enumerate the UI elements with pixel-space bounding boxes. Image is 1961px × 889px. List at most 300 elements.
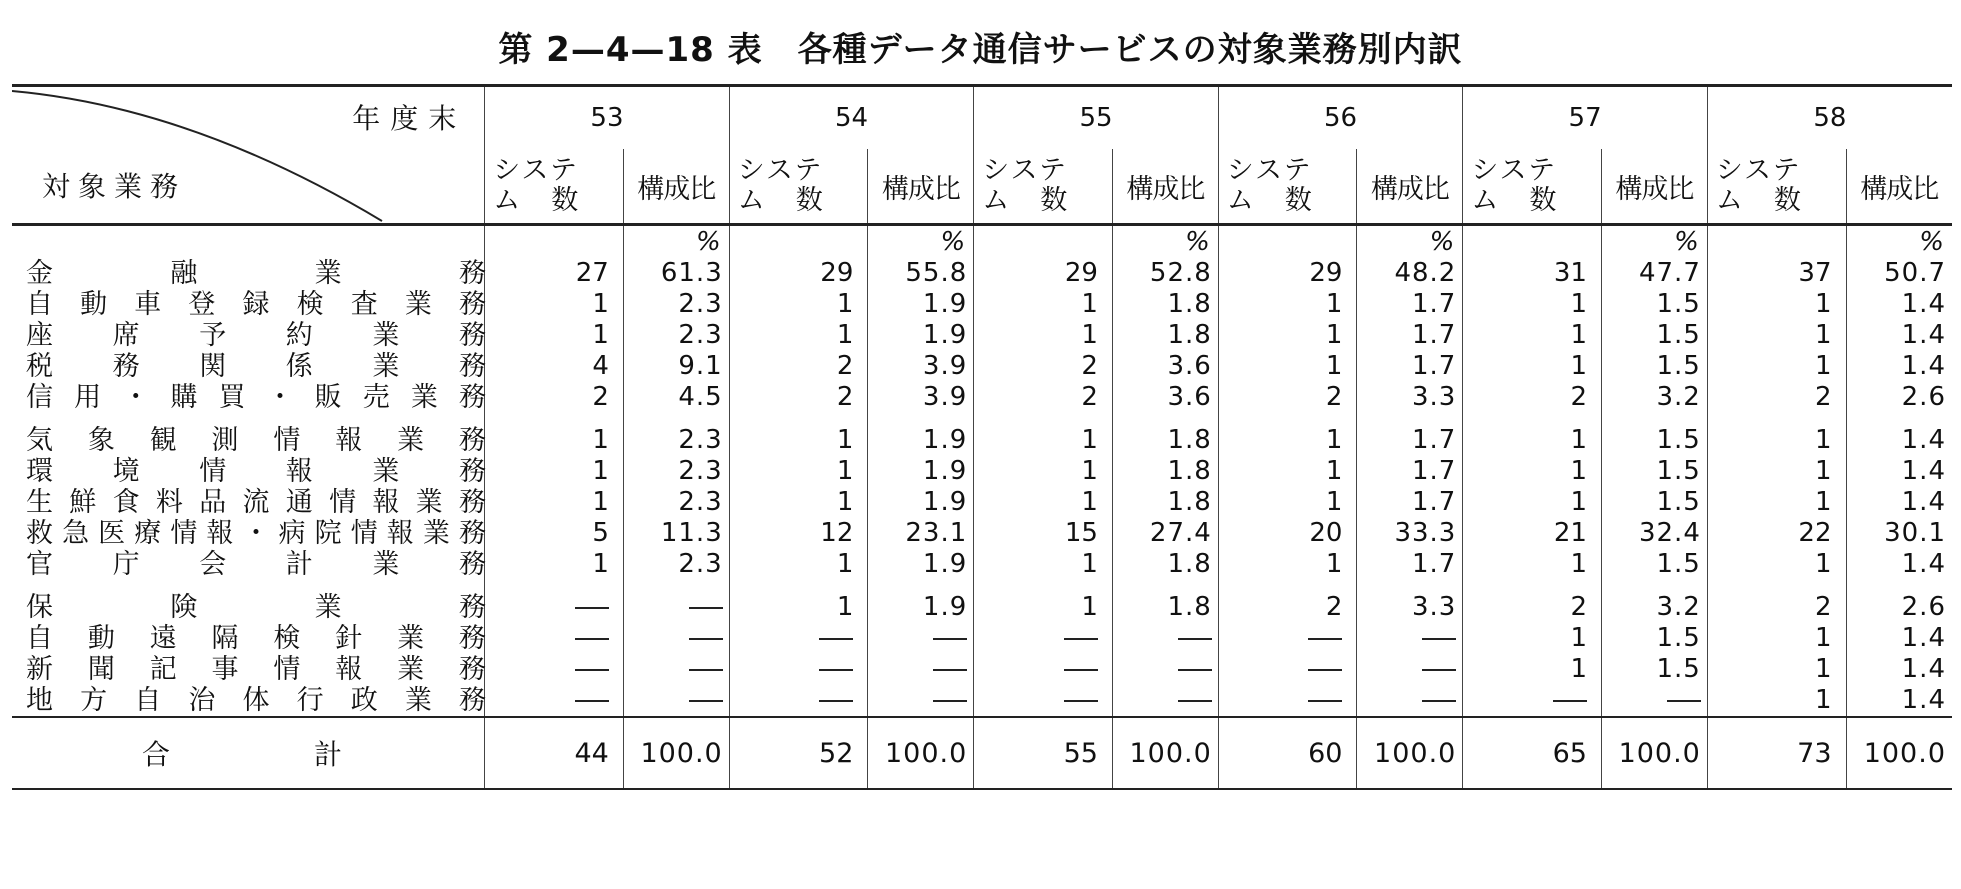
label-char: 通 [285,487,313,518]
system-count-cell: 29 [729,258,868,289]
total-row [12,717,1952,789]
system-count-cell: 1 [1707,289,1846,320]
total-ratio: 100.0 [1357,717,1463,789]
system-count-cell: 1 [1463,549,1602,580]
ratio-cell: 9.1 [623,351,729,382]
ratio-cell: 4.5 [623,382,729,413]
system-count-cell: 1 [1463,456,1602,487]
system-count-cell [974,654,1113,685]
label-char: 業 [404,289,432,320]
label-char: 業 [397,654,425,685]
ratio-cell: 1.5 [1601,289,1707,320]
ratio-cell: 23.1 [868,518,974,549]
system-count-cell: 29 [974,258,1113,289]
label-char: 業 [314,258,342,289]
ratio-cell: 2.6 [1846,382,1952,413]
row-label [26,425,486,456]
row-label [26,320,486,351]
ratio-cell: 1.7 [1357,549,1463,580]
row-label [26,456,486,487]
table-row [12,456,1952,487]
label-char: 針 [335,623,363,654]
label-char: 隔 [211,623,239,654]
label-char: 情 [199,456,227,487]
label-char: 聞 [87,654,115,685]
percent-unit: % [1601,225,1707,259]
row-label-cell [12,549,485,580]
system-count-cell: 2 [729,351,868,382]
ratio-cell: 48.2 [1357,258,1463,289]
table-row [12,258,1952,289]
year-end-label: 年度末 [352,102,467,135]
ratio-cell: 1.9 [868,487,974,518]
label-char: 業 [372,549,400,580]
ratio-cell: 33.3 [1357,518,1463,549]
ratio-cell: 47.7 [1601,258,1707,289]
no-data-dash [1422,700,1456,702]
system-count-header: システ ム 数 [974,149,1113,225]
ratio-cell: 1.7 [1357,425,1463,456]
label-char: 料 [155,487,183,518]
system-count-cell: 1 [1707,654,1846,685]
ratio-cell: 2.3 [623,487,729,518]
table-body [12,225,1952,718]
system-count-cell: 1 [485,289,624,320]
system-count-cell: 21 [1463,518,1602,549]
ratio-cell: 1.4 [1846,351,1952,382]
total-ratio: 100.0 [1601,717,1707,789]
item-label: 対象業務 [42,170,187,203]
label-char: ・ [122,382,150,413]
system-count-cell: 1 [1707,487,1846,518]
label-char: 務 [458,456,486,487]
system-count-cell: 1 [485,549,624,580]
label-char: 車 [134,289,162,320]
percent-unit: % [1357,225,1463,259]
ratio-cell [623,685,729,717]
label-char: 業 [372,320,400,351]
label-char: 検 [296,289,324,320]
label-char: 情 [273,425,301,456]
label-char: 保 [26,592,53,623]
label-char: 計 [285,549,313,580]
label-char: 務 [458,425,486,456]
system-count-cell: 1 [729,425,868,456]
ratio-cell: 1.9 [868,549,974,580]
label-char: 業 [404,685,432,716]
ratio-cell [1357,623,1463,654]
system-count-cell: 1 [729,456,868,487]
system-count-header: システ ム 数 [1218,149,1357,225]
label-char: 行 [296,685,324,716]
label-char: 買 [218,382,246,413]
no-data-dash [1064,669,1098,671]
label-char: 業 [397,425,425,456]
ratio-cell: 3.2 [1601,592,1707,623]
label-char: 業 [314,592,342,623]
row-label [26,654,486,685]
system-count-cell: 2 [1218,382,1357,413]
table-row [12,518,1952,549]
label-char: 自 [26,623,53,654]
no-data-dash [819,669,853,671]
label-char: 録 [242,289,270,320]
label-char: 販 [314,382,342,413]
system-count-cell [485,592,624,623]
no-data-dash [689,700,723,702]
ratio-cell: 1.8 [1112,549,1218,580]
ratio-cell: 1.4 [1846,425,1952,456]
system-count-cell: 2 [1707,592,1846,623]
system-count-cell: 1 [1463,289,1602,320]
system-count-cell: 37 [1707,258,1846,289]
label-char: 治 [188,685,216,716]
ratio-cell: 2.3 [623,425,729,456]
ratio-cell: 1.9 [868,320,974,351]
ratio-cell [1601,685,1707,717]
label-char: 金 [26,258,53,289]
system-count-cell: 1 [1463,425,1602,456]
total-system-count: 44 [485,717,624,789]
label-char: 救 [26,518,53,549]
year-header-row [12,87,1952,149]
label-char: 会 [199,549,227,580]
ratio-cell: 1.5 [1601,487,1707,518]
no-data-dash [933,669,967,671]
system-count-cell: 2 [1218,592,1357,623]
total-label-cell [12,717,485,789]
system-count-cell [1218,654,1357,685]
system-count-cell: 1 [974,320,1113,351]
system-count-cell: 20 [1218,518,1357,549]
no-data-dash [1308,669,1342,671]
system-count-cell [485,623,624,654]
row-label-cell [12,456,485,487]
no-data-dash [819,638,853,640]
label-char: 庁 [112,549,140,580]
no-data-dash [1178,669,1212,671]
row-label [26,623,486,654]
percent-unit: % [868,225,974,259]
label-char: 登 [188,289,216,320]
system-count-cell: 1 [1218,289,1357,320]
row-label [26,518,486,549]
system-count-cell [1218,685,1357,717]
ratio-cell: 1.8 [1112,320,1218,351]
label-char: 象 [87,425,115,456]
ratio-cell: 2.3 [623,320,729,351]
no-data-dash [575,607,609,609]
system-count-header: システ ム 数 [1463,149,1602,225]
no-data-dash [1308,638,1342,640]
ratio-cell [1112,623,1218,654]
system-count-cell: 1 [974,289,1113,320]
system-count-cell [729,685,868,717]
label-char: 院 [314,518,342,549]
system-count-header: システ ム 数 [729,149,868,225]
system-count-cell: 1 [729,487,868,518]
percent-unit-row [12,225,1952,259]
ratio-cell [868,623,974,654]
system-count-cell: 1 [1218,487,1357,518]
row-label-cell [12,487,485,518]
ratio-cell: 1.5 [1601,425,1707,456]
label-char: 務 [458,382,486,413]
system-count-cell [729,623,868,654]
ratio-cell: 1.7 [1357,320,1463,351]
total-label [142,733,342,773]
ratio-cell: 1.4 [1846,654,1952,685]
ratio-cell: 50.7 [1846,258,1952,289]
label-char: 務 [459,289,486,320]
row-label-cell [12,623,485,654]
system-count-cell: 1 [1218,549,1357,580]
ratio-cell: 1.7 [1357,351,1463,382]
row-label-cell [12,351,485,382]
label-char: 信 [26,382,53,413]
label-char: 急 [62,518,90,549]
ratio-cell: 2.3 [623,456,729,487]
label-char: 報 [335,654,363,685]
row-label-cell [12,685,485,717]
system-count-cell: 1 [1707,351,1846,382]
label-char: 報 [285,456,313,487]
ratio-cell: 1.8 [1112,456,1218,487]
ratio-cell [1357,654,1463,685]
label-char: 予 [199,320,227,351]
system-count-cell: 1 [1463,320,1602,351]
label-char: 療 [134,518,162,549]
ratio-cell: 1.7 [1357,456,1463,487]
table-title: 第 2—4—18 表 各種データ通信サービスの対象業務別内訳 [498,30,1463,70]
row-label-cell [12,425,485,456]
label-char: 務 [112,351,140,382]
system-count-cell: 2 [1463,382,1602,413]
ratio-cell [1357,685,1463,717]
label-char: 用 [74,382,102,413]
label-char: ・ [242,518,270,549]
no-data-dash [1308,700,1342,702]
system-count-cell: 1 [729,549,868,580]
ratio-cell: 1.8 [1112,487,1218,518]
row-label-cell [12,382,485,413]
ratio-cell: 2.6 [1846,592,1952,623]
no-data-dash [1178,638,1212,640]
label-char: 座 [26,320,53,351]
system-count-cell: 1 [974,487,1113,518]
ratio-header: 構成比 [1846,149,1952,225]
row-label-cell [12,320,485,351]
ratio-cell: 3.6 [1112,351,1218,382]
label-char: 体 [242,685,270,716]
ratio-cell: 3.6 [1112,382,1218,413]
system-count-cell: 1 [485,425,624,456]
ratio-cell [623,654,729,685]
table-row [12,320,1952,351]
label-char: 報 [372,487,400,518]
row-label-cell [12,289,485,320]
label-char: 情 [350,518,378,549]
ratio-cell: 55.8 [868,258,974,289]
label-char: 鮮 [69,487,97,518]
system-count-header: システ ム 数 [1707,149,1846,225]
table-row [12,382,1952,413]
system-count-cell [1218,623,1357,654]
label-char: 購 [170,382,198,413]
label-char: 医 [98,518,126,549]
label-char: 地 [26,685,53,716]
ratio-header: 構成比 [868,149,974,225]
system-count-header: システ ム 数 [485,149,624,225]
system-count-cell [485,654,624,685]
ratio-cell: 3.9 [868,351,974,382]
system-count-cell: 1 [1707,425,1846,456]
system-count-cell: 29 [1218,258,1357,289]
label-char: 務 [458,518,486,549]
no-data-dash [575,638,609,640]
table-row [12,351,1952,382]
ratio-cell: 1.4 [1846,487,1952,518]
system-count-cell: 22 [1707,518,1846,549]
label-char: 業 [422,518,450,549]
label-char: 務 [458,320,486,351]
label-char: 境 [112,456,140,487]
label-char: 税 [26,351,53,382]
label-char: 売 [362,382,390,413]
ratio-cell: 3.9 [868,382,974,413]
ratio-cell: 1.8 [1112,289,1218,320]
no-data-dash [1553,700,1587,702]
total-ratio: 100.0 [623,717,729,789]
label-char: 務 [458,592,486,623]
ratio-cell: 1.4 [1846,549,1952,580]
system-count-cell [485,685,624,717]
label-char: 務 [458,623,486,654]
label-char: 険 [170,592,198,623]
group-gap [12,413,1952,425]
ratio-cell: 3.2 [1601,382,1707,413]
system-count-cell [729,654,868,685]
ratio-cell: 1.7 [1357,487,1463,518]
ratio-cell [1112,685,1218,717]
label-char: 業 [372,351,400,382]
ratio-cell: 2.3 [623,549,729,580]
no-data-dash [1422,669,1456,671]
label-char: 測 [211,425,239,456]
no-data-dash [689,638,723,640]
system-count-cell: 1 [1463,623,1602,654]
ratio-cell: 1.9 [868,592,974,623]
label-char: 方 [80,685,108,716]
ratio-cell: 52.8 [1112,258,1218,289]
system-count-cell: 2 [1463,592,1602,623]
no-data-dash [1667,700,1701,702]
label-char: 自 [26,289,53,320]
label-char: 環 [26,456,53,487]
total-ratio: 100.0 [868,717,974,789]
system-count-cell: 1 [1218,320,1357,351]
no-data-dash [575,669,609,671]
system-count-cell: 1 [1707,320,1846,351]
system-count-cell: 1 [729,289,868,320]
ratio-header: 構成比 [1357,149,1463,225]
system-count-cell: 1 [1707,685,1846,717]
label-char: 自 [134,685,162,716]
label-char: 動 [87,623,115,654]
label-char: 事 [211,654,239,685]
row-label [26,258,486,289]
row-label [26,592,486,623]
system-count-cell: 1 [1218,351,1357,382]
system-count-cell: 2 [974,351,1113,382]
ratio-cell: 1.8 [1112,425,1218,456]
label-char: 検 [273,623,301,654]
ratio-cell: 1.4 [1846,289,1952,320]
no-data-dash [689,607,723,609]
system-count-cell: 1 [1463,487,1602,518]
label-char: 情 [273,654,301,685]
percent-unit: % [1112,225,1218,259]
ratio-cell: 1.9 [868,456,974,487]
table-row [12,549,1952,580]
row-label [26,382,486,413]
system-count-cell: 2 [1707,382,1846,413]
row-label [26,685,486,716]
percent-unit: % [1846,225,1952,259]
label-char: 流 [242,487,270,518]
ratio-cell: 1.5 [1601,456,1707,487]
label-char: 報 [335,425,363,456]
label-char: 報 [386,518,414,549]
system-count-cell: 1 [1218,425,1357,456]
system-count-cell: 1 [1218,456,1357,487]
system-count-cell: 1 [1463,351,1602,382]
label-char: 合 [142,738,171,771]
label-char: 務 [458,549,486,580]
ratio-cell: 30.1 [1846,518,1952,549]
label-char: 業 [397,623,425,654]
ratio-cell: 1.5 [1601,320,1707,351]
ratio-cell: 1.4 [1846,320,1952,351]
row-label [26,487,486,518]
ratio-cell [868,654,974,685]
label-char: 務 [458,351,486,382]
label-char: 新 [26,654,53,685]
label-char: 務 [459,685,486,716]
system-count-cell: 1 [729,320,868,351]
row-label [26,289,486,320]
ratio-header: 構成比 [1112,149,1218,225]
no-data-dash [1064,700,1098,702]
label-char: ・ [266,382,294,413]
system-count-cell: 31 [1463,258,1602,289]
header-corner [12,87,485,225]
label-char: 官 [26,549,53,580]
ratio-cell: 1.7 [1357,289,1463,320]
ratio-header: 構成比 [1601,149,1707,225]
ratio-cell: 3.3 [1357,592,1463,623]
label-char: 融 [170,258,198,289]
system-count-cell [1463,685,1602,717]
row-label-cell [12,654,485,685]
ratio-cell: 27.4 [1112,518,1218,549]
label-char: 情 [329,487,357,518]
total-system-count: 60 [1218,717,1357,789]
percent-unit: % [623,225,729,259]
label-char: 遠 [149,623,177,654]
group-gap [12,580,1952,592]
label-char: 係 [285,351,313,382]
